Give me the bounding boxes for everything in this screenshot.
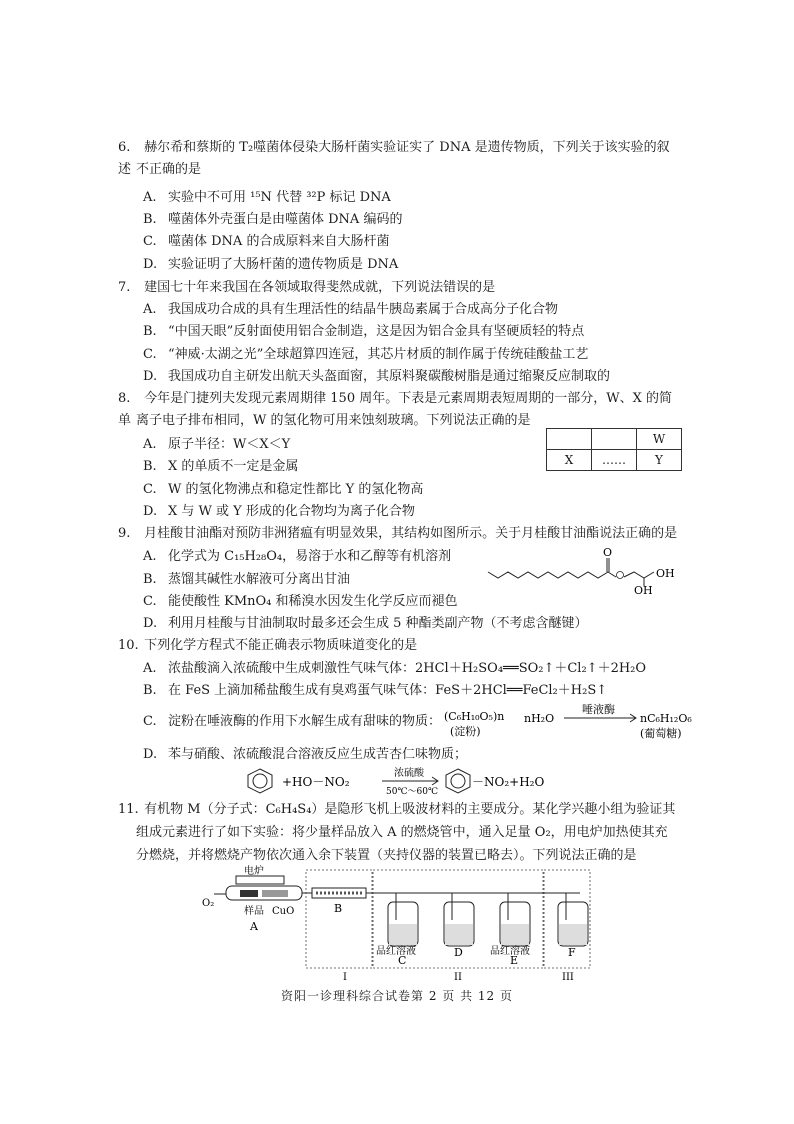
hydroxyl-label: OH <box>634 584 653 597</box>
periodic-table-fragment <box>546 428 682 471</box>
option-d: D. X 与 W 或 Y 形成的化合物均为离子化合物 <box>143 504 415 519</box>
combustion-apparatus-diagram <box>200 862 592 986</box>
question-11 <box>118 799 678 821</box>
furnace-label: 电炉 <box>244 866 264 877</box>
table-cell: W <box>637 429 682 450</box>
option-b: B. “中国天眼”反射面使用铝合金制造，这是因为铝合金具有坚硬质轻的特点 <box>143 324 585 339</box>
option-a: A. 我国成功合成的具有生理活性的结晶牛胰岛素属于合成高分子化合物 <box>143 302 559 317</box>
section-i-label: I <box>343 972 347 983</box>
option-b: B. 在 FeS 上滴加稀盐酸生成有臭鸡蛋气味气体：FeS＋2HCl══FeCl₂＋H₂S↑ <box>143 683 608 698</box>
bottle-d <box>444 893 474 946</box>
benzene-ring-icon <box>248 769 272 793</box>
sample-label: 样品 <box>244 906 264 917</box>
table-cell <box>592 429 637 450</box>
option-a: A. 实验中不可用 ¹⁵N 代替 ³²P 标记 DNA <box>143 190 391 205</box>
option-a: A. 化学式为 C₁₅H₂₈O₄，易溶于水和乙醇等有机溶剂 <box>143 549 452 564</box>
section-iii-label: III <box>562 972 574 983</box>
apparatus-c-label: C <box>398 954 407 967</box>
page-footer: 资阳一诊理科综合试卷第 2 页 共 12 页 <box>281 989 513 1003</box>
question-number: 11. <box>118 802 139 817</box>
svg-text:(C₆H₁₀O₅)n: (C₆H₁₀O₅)n <box>444 710 505 723</box>
svg-text:+HO－NO₂: +HO－NO₂ <box>282 775 350 789</box>
bottle-f <box>558 893 588 946</box>
table-cell: …… <box>592 450 637 471</box>
question-number: 7. <box>118 280 131 295</box>
apparatus-b-label: B <box>334 902 343 915</box>
svg-text:唾液酶: 唾液酶 <box>582 703 615 716</box>
question-10 <box>118 635 678 657</box>
electric-furnace <box>236 876 284 884</box>
bottle-e <box>500 893 530 946</box>
question-number: 8. <box>118 391 131 406</box>
option-d: D. 我国成功自主研发出航天头盔面窗，其原料聚碳酸树脂是通过缩聚反应制取的 <box>143 369 611 384</box>
option-c: C. 淀粉在唾液酶的作用下水解生成有甜味的物质： <box>143 714 442 729</box>
apparatus-d-label: D <box>454 946 463 959</box>
apparatus-f-label: F <box>568 946 576 959</box>
question-9 <box>118 523 678 545</box>
option-d: D. 利用月桂酸与甘油制取时最多还会生成 5 种酯类副产物（不考虑含醚键） <box>143 616 588 631</box>
apparatus-e-label: E <box>510 954 519 967</box>
svg-text:nH₂O: nH₂O <box>524 712 555 725</box>
option-c: C. 噬菌体 DNA 的合成原料来自大肠杆菌 <box>143 234 390 249</box>
option-c: C. W 的氢化物沸点和稳定性都比 Y 的氢化物高 <box>143 482 424 497</box>
question-text: 赫尔希和蔡斯的 T₂噬菌体侵染大肠杆菌实验证实了 DNA 是遗传物质，下列关于该实验的叙述 <box>118 140 670 177</box>
option-b: B. 噬菌体外壳蛋白是由噬菌体 DNA 编码的 <box>143 212 403 227</box>
oxygen-label: O₂ <box>202 898 215 909</box>
section-ii-label: II <box>454 972 462 983</box>
glyceryl-laurate-structure <box>486 544 686 597</box>
benzene-ring-icon <box>446 769 470 793</box>
question-7 <box>118 277 678 299</box>
table-cell <box>547 429 592 450</box>
question-11-continued: 分燃烧，并将燃烧产物依次通入余下装置（夹持仪器的装置已略去）。下列说法正确的是 <box>136 848 637 863</box>
table-cell: X <box>547 450 592 471</box>
starch-hydrolysis-equation <box>444 703 692 744</box>
svg-text:(淀粉): (淀粉) <box>450 725 481 738</box>
option-a: A. 原子半径：W＜X＜Y <box>143 437 291 452</box>
option-c: C. “神威·太湖之光”全球超算四连冠，其芯片材质的制作属于传统硅酸盐工艺 <box>143 347 589 362</box>
question-8-continued: 离子电子排布相同，W 的氢化物可用来蚀刻玻璃。下列说法正确的是 <box>136 413 531 428</box>
option-d: D. 苯与硝酸、浓硫酸混合溶液反应生成苦杏仁味物质； <box>143 747 468 762</box>
apparatus-a-label: A <box>250 920 258 933</box>
option-d: D. 实验证明了大肠杆菌的遗传物质是 DNA <box>143 257 399 272</box>
hydroxyl-label: OH <box>656 567 675 580</box>
sample-boat <box>240 890 258 897</box>
cuo-label: CuO <box>272 906 295 917</box>
question-text: 建国七十年来我国在各领域取得斐然成就，下列说法错误的是 <box>144 280 496 295</box>
option-a: A. 浓盐酸滴入浓硫酸中生成刺激性气味气体：2HCl＋H₂SO₄══SO₂↑＋Cl₂↑＋2H₂O <box>143 661 647 676</box>
question-11-continued: 组成元素进行了如下实验：将少量样品放入 A 的燃烧管中，通入足量 O₂，用电炉加热使其充 <box>136 825 668 840</box>
table-cell: Y <box>637 450 682 471</box>
cuo-packing <box>262 890 288 897</box>
svg-text:(葡萄糖): (葡萄糖) <box>640 727 682 740</box>
svg-text:50℃～60℃: 50℃～60℃ <box>386 787 439 797</box>
bottle-c <box>388 893 418 946</box>
question-number: 9. <box>118 526 131 541</box>
svg-text:浓硫酸: 浓硫酸 <box>394 768 424 779</box>
question-number: 10. <box>118 638 139 653</box>
option-b: B. 蒸馏其碱性水解液可分离出甘油 <box>143 572 351 587</box>
question-text: 今年是门捷列夫发现元素周期律 150 周年。下表是元素周期表短周期的一部分，W、X 的简单 <box>118 391 672 428</box>
section-i-box <box>306 870 372 968</box>
question-text: 下列化学方程式不能正确表示物质味道变化的是 <box>144 638 418 653</box>
svg-text:nC₆H₁₂O₆: nC₆H₁₂O₆ <box>640 712 692 725</box>
nitration-equation <box>246 765 566 799</box>
question-6-continued: 不正确的是 <box>136 162 202 177</box>
svg-text:－NO₂+H₂O: －NO₂+H₂O <box>472 775 545 789</box>
bottle-c-solution-label: 品红溶液 <box>376 946 416 957</box>
bottle-e-solution-label: 品红溶液 <box>490 946 530 957</box>
question-number: 6. <box>118 140 131 155</box>
section-iii-box <box>544 870 590 968</box>
option-c: C. 能使酸性 KMnO₄ 和稀溴水因发生化学反应而褪色 <box>143 594 458 609</box>
option-b: B. X 的单质不一定是金属 <box>143 459 299 474</box>
carbonyl-o-label: O <box>603 546 613 559</box>
question-text: 月桂酸甘油酯对预防非洲猪瘟有明显效果，其结构如图所示。关于月桂酸甘油酯说法正确的是 <box>144 526 678 541</box>
question-text: 有机物 M（分子式：C₆H₄S₄）是隐形飞机上吸波材料的主要成分。某化学兴趣小组为验证其 <box>144 802 676 817</box>
